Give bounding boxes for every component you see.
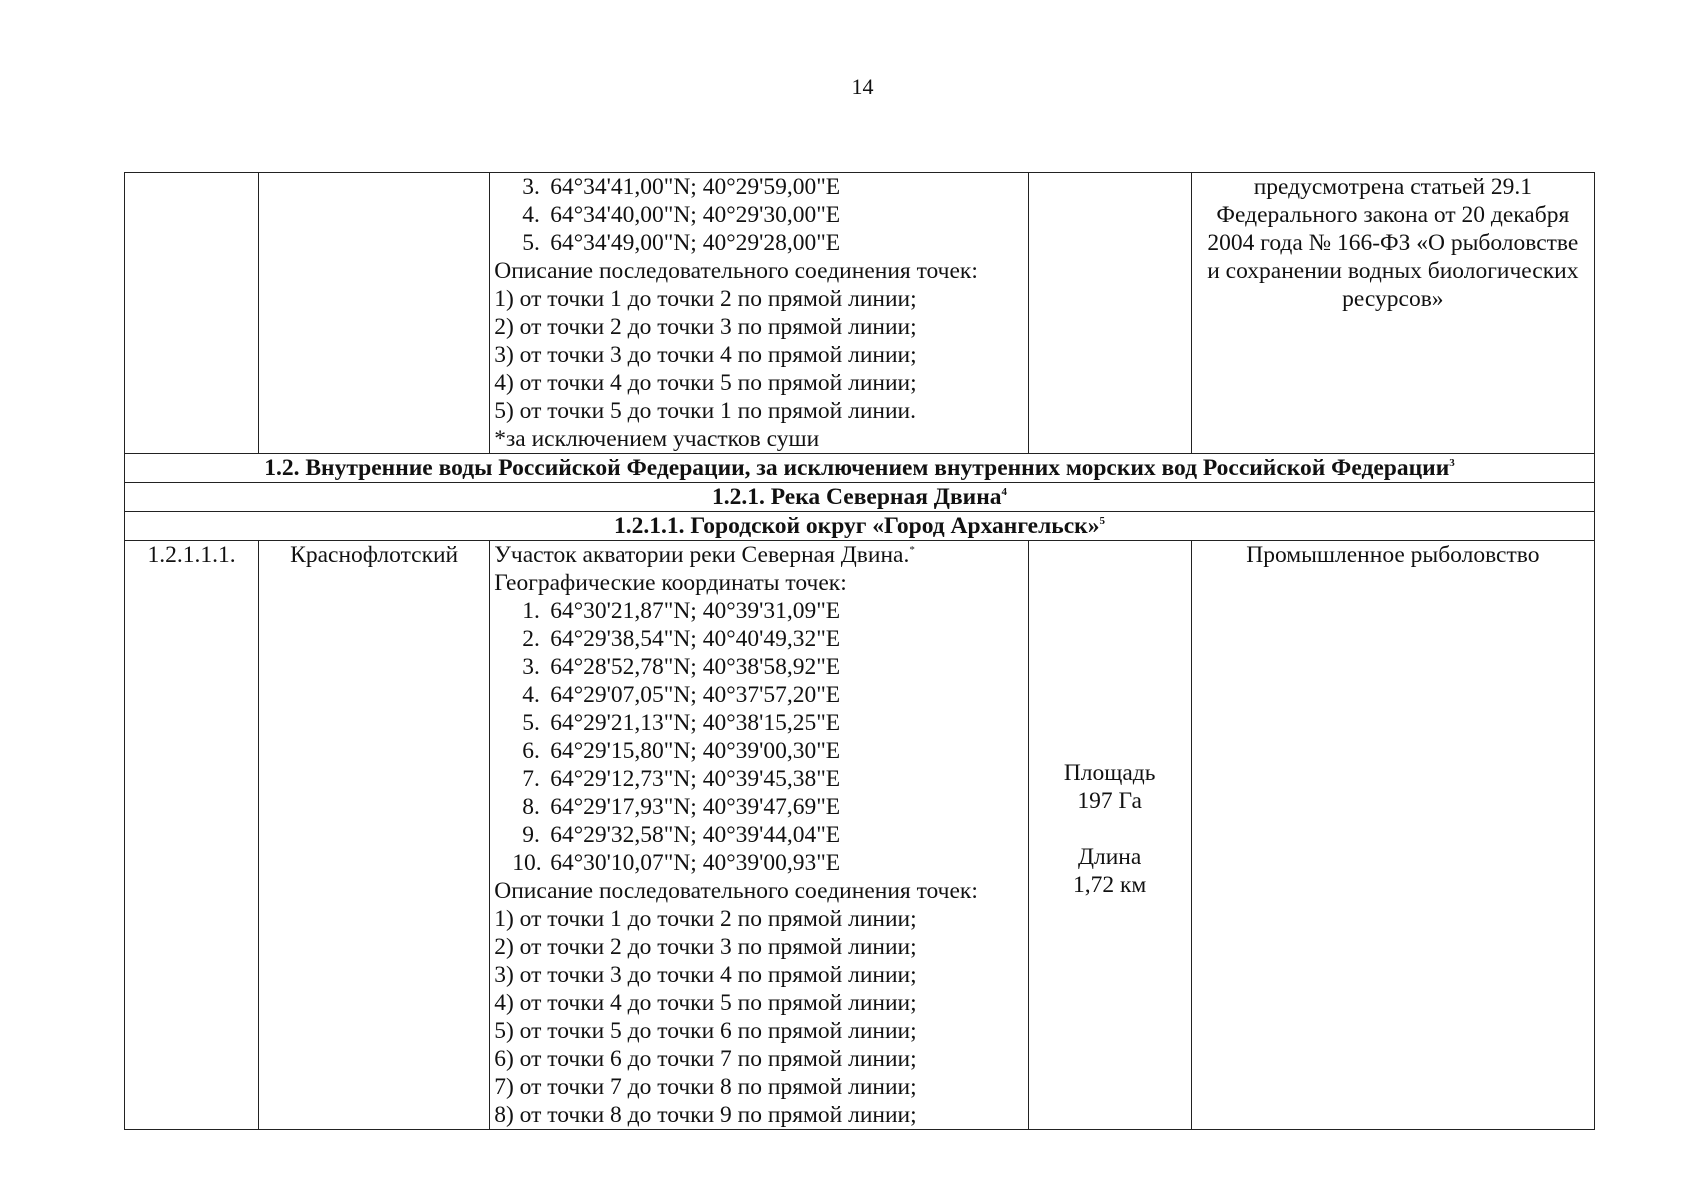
connection-line: 3) от точки 3 до точки 4 по прямой линии; <box>494 342 917 368</box>
cell-name <box>259 173 490 454</box>
coordinate-line: 8. 64°29'17,93"N; 40°39'47,69"E <box>522 794 841 820</box>
coordinate-line: 7. 64°29'12,73"N; 40°39'45,38"E <box>522 766 841 792</box>
coordinate-line: 10. 64°30'10,07"N; 40°39'00,93"E <box>512 850 841 876</box>
section-header-internal-waters: 1.2. Внутренние воды Российской Федерации, за исключением внутренних морских вод Российской Федерации$^3$ <box>125 454 1595 483</box>
coordinate-line: 4. 64°34'40,00"N; 40°29'30,00"E <box>522 202 841 228</box>
page-number: 14 <box>851 74 874 99</box>
coordinate-line: 3. 64°28'52,78"N; 40°38'58,92"E <box>522 654 841 680</box>
connection-line: 2) от точки 2 до точки 3 по прямой линии; <box>494 314 917 340</box>
cell-size <box>1028 541 1191 1130</box>
connection-line: 4) от точки 4 до точки 5 по прямой линии; <box>494 990 917 1016</box>
coordinate-line: 9. 64°29'32,58"N; 40°39'44,04"E <box>522 822 841 848</box>
coordinate-line: 5. 64°29'21,13"N; 40°38'15,25"E <box>522 710 841 736</box>
cell-name: Краснофлотский <box>259 541 490 1130</box>
connection-line: 6) от точки 6 до точки 7 по прямой линии; <box>494 1046 917 1072</box>
cell-purpose <box>1191 541 1594 1130</box>
length-value: 1,72 км <box>1073 872 1147 898</box>
coordinate-line: 3. 64°34'41,00"N; 40°29'59,00"E <box>522 174 841 200</box>
length-label: Длина <box>1077 844 1142 870</box>
description-title: Участок акватории реки Северная Двина.* <box>494 542 915 568</box>
section-header-city-district: 1.2.1.1. Городской округ «Город Архангельск»$^5$ <box>125 512 1595 541</box>
purpose-text: Промышленное рыболовство <box>1246 542 1540 568</box>
section-header-row <box>125 483 1595 512</box>
coordinate-line: 2. 64°29'38,54"N; 40°40'49,32"E <box>522 626 841 652</box>
connection-line: 1) от точки 1 до точки 2 по прямой линии; <box>494 286 917 312</box>
cell-number: 1.2.1.1.1. <box>125 541 259 1130</box>
table-row-main <box>125 541 1595 1130</box>
cell-description <box>490 541 1028 1130</box>
connection-line: 3) от точки 3 до точки 4 по прямой линии; <box>494 962 917 988</box>
area-label: Площадь <box>1063 760 1156 786</box>
coordinate-line: 5. 64°34'49,00"N; 40°29'28,00"E <box>522 230 841 256</box>
connection-title: Описание последовательного соединения точек: <box>494 258 978 284</box>
fishing-areas-table <box>124 172 1595 1130</box>
connection-line: 5) от точки 5 до точки 1 по прямой линии. <box>494 398 916 424</box>
section-header-row <box>125 512 1595 541</box>
coordinate-line: 6. 64°29'15,80"N; 40°39'00,30"E <box>522 738 841 764</box>
area-value: 197 Га <box>1077 788 1142 814</box>
cell-size <box>1028 173 1191 454</box>
connection-title: Описание последовательного соединения точек: <box>494 878 978 904</box>
exclusion-note: *за исключением участков суши <box>494 426 820 452</box>
coordinates-title: Географические координаты точек: <box>494 570 847 596</box>
connection-line: 5) от точки 5 до точки 6 по прямой линии; <box>494 1018 917 1044</box>
connection-line: 4) от точки 4 до точки 5 по прямой линии; <box>494 370 917 396</box>
coordinate-line: 1. 64°30'21,87"N; 40°39'31,09"E <box>522 598 841 624</box>
section-header-row <box>125 454 1595 483</box>
cell-number <box>125 173 259 454</box>
connection-line: 1) от точки 1 до точки 2 по прямой линии; <box>494 906 917 932</box>
cell-description <box>490 173 1028 454</box>
connection-line: 7) от точки 7 до точки 8 по прямой линии; <box>494 1074 917 1100</box>
connection-line: 8) от точки 8 до точки 9 по прямой линии; <box>494 1102 917 1128</box>
table-row-continued <box>125 173 1595 454</box>
section-header-river: 1.2.1. Река Северная Двина$^4$ <box>125 483 1595 512</box>
cell-purpose: предусмотрена статьей 29.1 Федерального закона от 20 декабря 2004 года № 166-ФЗ «О рыболовстве и сохранении водных биологических ресурсов» <box>1191 173 1594 454</box>
coordinate-line: 4. 64°29'07,05"N; 40°37'57,20"E <box>522 682 841 708</box>
connection-line: 2) от точки 2 до точки 3 по прямой линии; <box>494 934 917 960</box>
